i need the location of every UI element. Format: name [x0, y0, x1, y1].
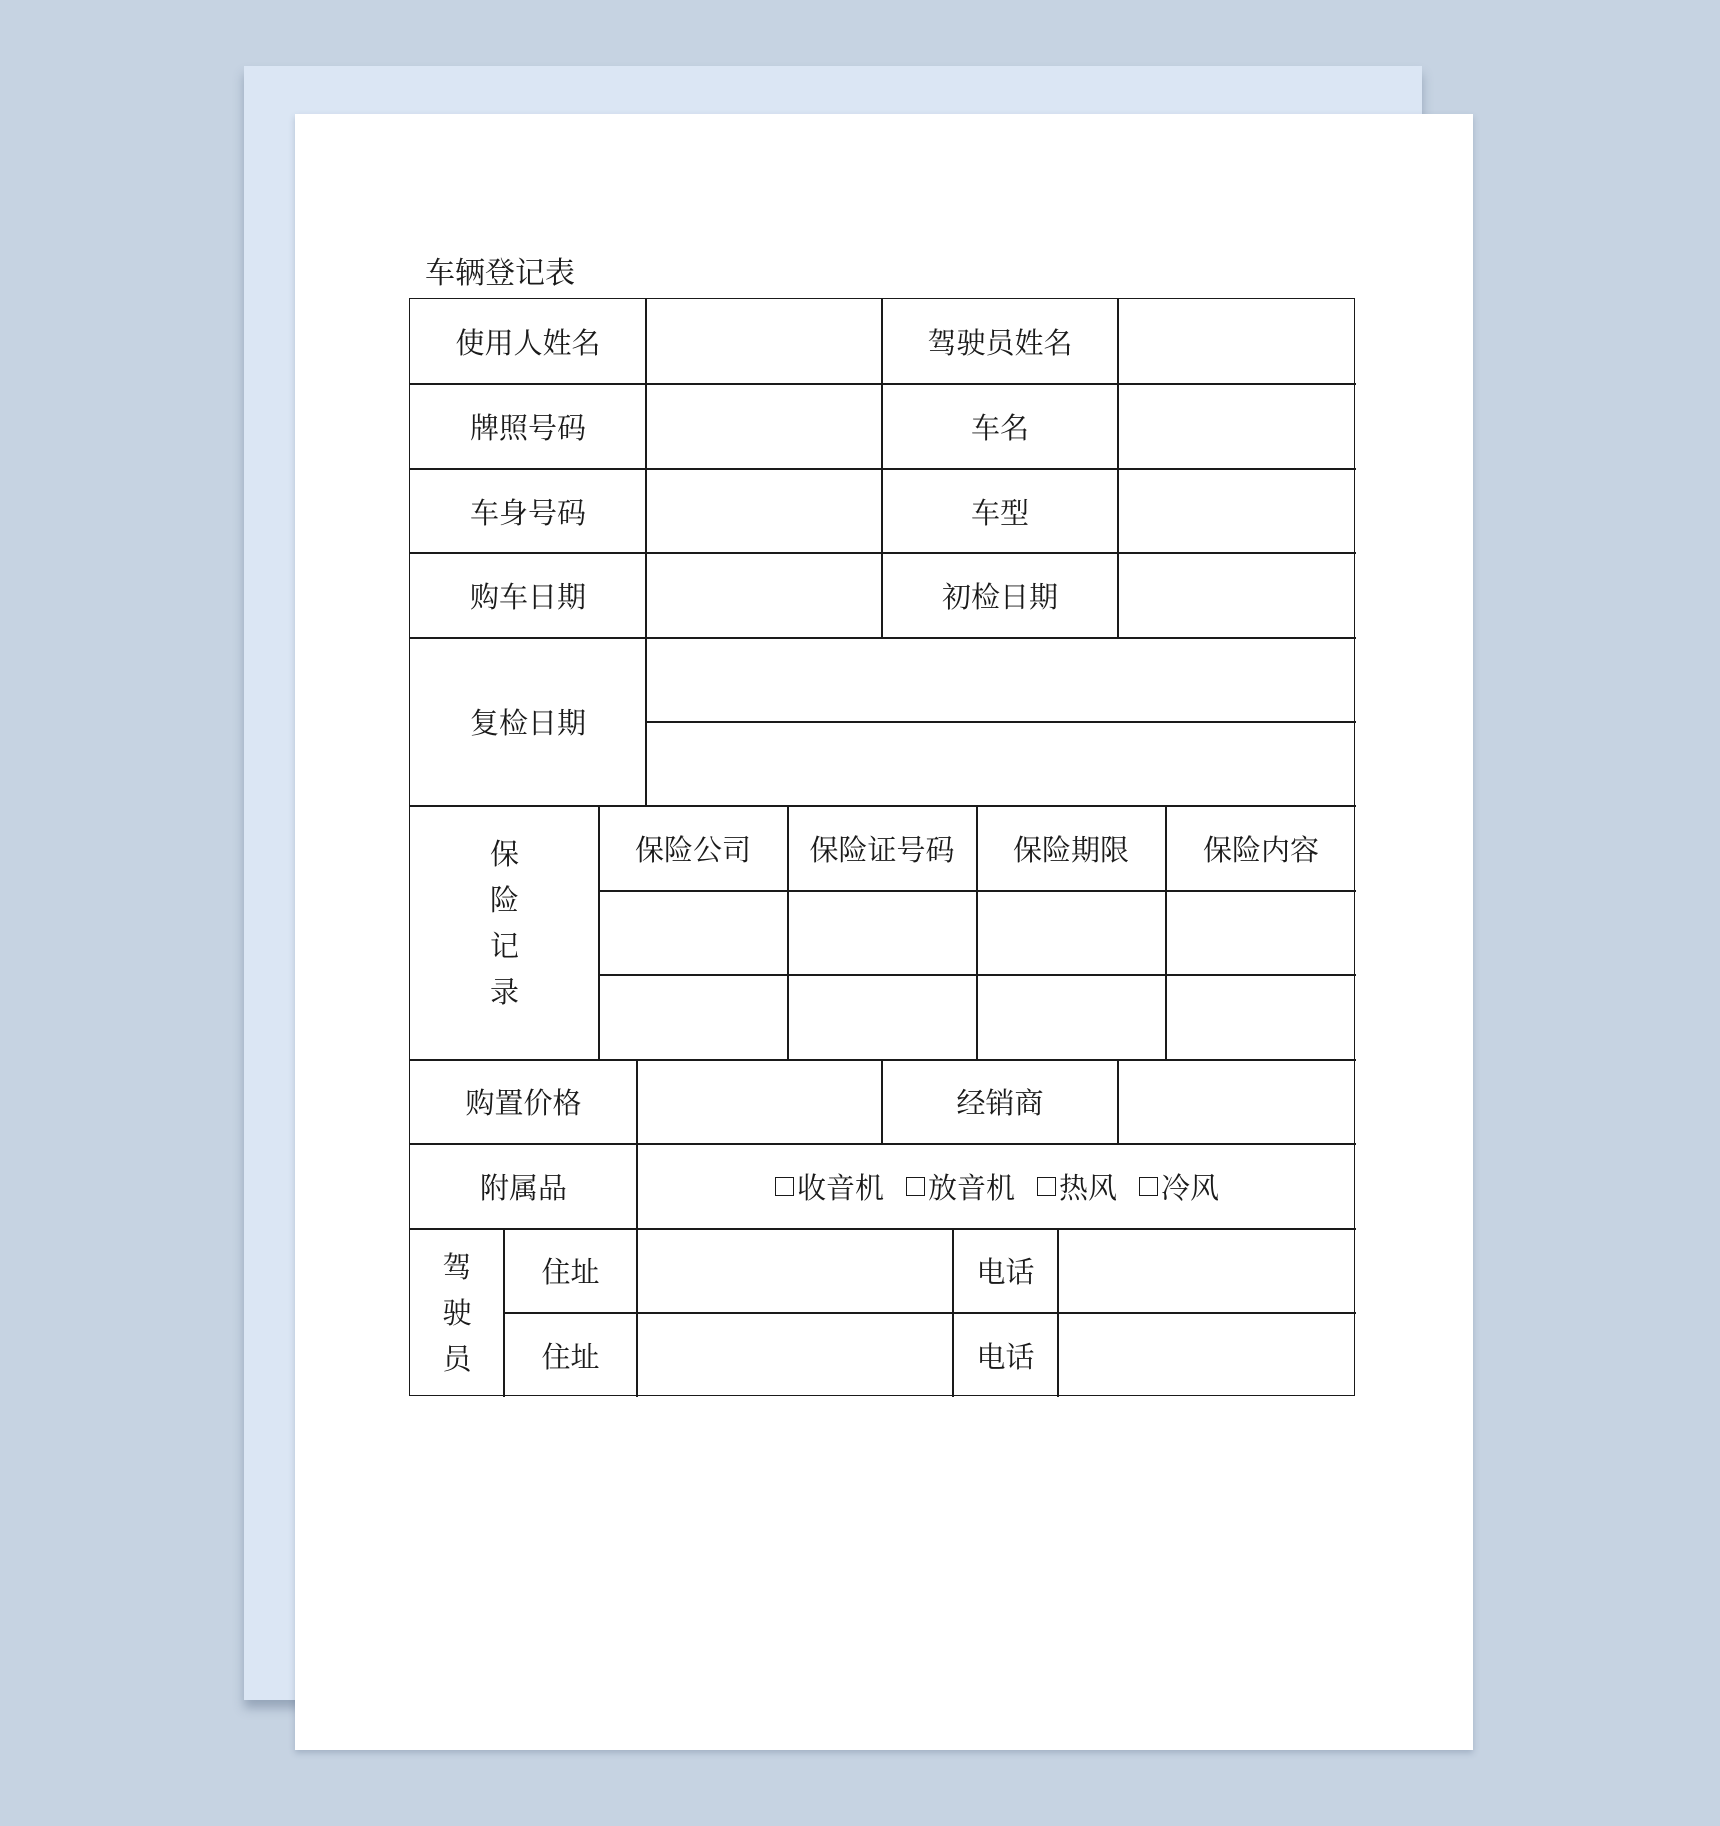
label-insurance-company: 保险公司: [634, 832, 751, 867]
accessory-option-radio[interactable]: [775, 1166, 884, 1207]
accessory-option-label: 收音机: [796, 1170, 884, 1205]
label-driver: [410, 1229, 504, 1397]
accessory-option-cooler[interactable]: [1139, 1166, 1219, 1207]
label-user-name: 使用人姓名: [455, 325, 601, 360]
label-accessories: 附属品: [479, 1170, 567, 1205]
label-insurance-period: 保险期限: [1012, 832, 1129, 867]
label-address-1: 住址: [541, 1255, 600, 1289]
label-address-2: 住址: [541, 1339, 600, 1374]
label-first-inspection-date: 初检日期: [941, 579, 1058, 614]
insurance-record-char: 险: [489, 882, 519, 917]
user-name-field[interactable]: [647, 299, 881, 383]
insurance-period-field-2[interactable]: [977, 975, 1165, 1059]
checkbox-icon[interactable]: [775, 1177, 794, 1196]
phone-field-2[interactable]: [1059, 1313, 1356, 1397]
accessory-option-heater[interactable]: [1037, 1166, 1117, 1207]
insurance-company-field-2[interactable]: [599, 975, 787, 1059]
reinspection-date-field-1[interactable]: [647, 638, 1356, 721]
label-insurance-cert-no: 保险证号码: [809, 832, 955, 867]
checkbox-icon[interactable]: [1037, 1177, 1056, 1196]
accessory-option-player[interactable]: [906, 1166, 1015, 1207]
label-phone-1: 电话: [976, 1255, 1035, 1289]
label-car-name: 车名: [970, 410, 1029, 445]
form-title: 车辆登记表: [425, 256, 575, 291]
label-insurance-content: 保险内容: [1202, 832, 1319, 867]
insurance-company-field-1[interactable]: [599, 891, 787, 974]
label-plate-number: 牌照号码: [469, 410, 586, 445]
address-field-1[interactable]: [638, 1229, 952, 1312]
reinspection-date-field-2[interactable]: [647, 722, 1356, 805]
label-driver-name: 驾驶员姓名: [927, 325, 1073, 360]
address-field-2[interactable]: [638, 1313, 952, 1397]
accessories-options: [638, 1144, 1356, 1228]
driver-char: 员: [442, 1342, 472, 1376]
first-inspection-date-field[interactable]: [1119, 553, 1356, 637]
accessory-option-label: 热风: [1059, 1170, 1118, 1205]
label-dealer: 经销商: [956, 1086, 1044, 1120]
driver-char: 驶: [442, 1296, 472, 1330]
insurance-record-char: 记: [489, 928, 519, 963]
insurance-cert-no-field-1[interactable]: [788, 891, 976, 974]
insurance-record-char: 保: [489, 836, 519, 871]
plate-number-field[interactable]: [647, 384, 881, 468]
dealer-field[interactable]: [1119, 1060, 1356, 1143]
phone-field-1[interactable]: [1059, 1229, 1356, 1312]
accessory-option-label: 冷风: [1161, 1170, 1220, 1205]
driver-char: 驾: [442, 1250, 472, 1284]
driver-name-field[interactable]: [1119, 299, 1356, 383]
label-insurance-record: [410, 806, 599, 1059]
label-reinspection-date: 复检日期: [469, 706, 586, 740]
checkbox-icon[interactable]: [1139, 1177, 1158, 1196]
body-number-field[interactable]: [647, 469, 881, 553]
label-purchase-date: 购车日期: [469, 579, 586, 614]
purchase-date-field[interactable]: [647, 553, 881, 637]
car-model-field[interactable]: [1119, 469, 1356, 553]
label-car-model: 车型: [970, 495, 1029, 530]
insurance-content-field-2[interactable]: [1166, 975, 1356, 1059]
car-name-field[interactable]: [1119, 384, 1356, 468]
label-purchase-price: 购置价格: [465, 1086, 582, 1120]
label-phone-2: 电话: [976, 1339, 1035, 1374]
label-body-number: 车身号码: [469, 495, 586, 530]
checkbox-icon[interactable]: [906, 1177, 925, 1196]
insurance-period-field-1[interactable]: [977, 891, 1165, 974]
insurance-cert-no-field-2[interactable]: [788, 975, 976, 1059]
insurance-record-char: 录: [489, 974, 519, 1009]
accessory-option-label: 放音机: [927, 1170, 1015, 1205]
purchase-price-field[interactable]: [638, 1060, 881, 1143]
insurance-content-field-1[interactable]: [1166, 891, 1356, 974]
vehicle-registration-table: [409, 298, 1355, 1396]
